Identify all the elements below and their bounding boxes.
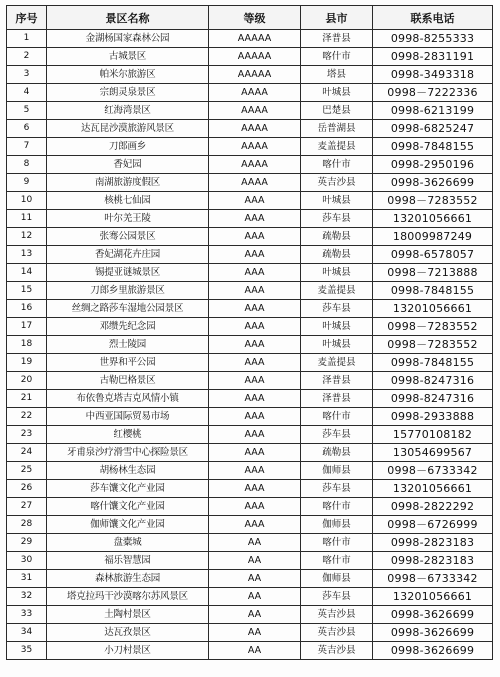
cell-phone: 13054699567	[373, 444, 493, 462]
cell-no: 10	[7, 192, 47, 210]
cell-level: AAA	[209, 390, 301, 408]
cell-phone: 0998-3626699	[373, 174, 493, 192]
cell-no: 30	[7, 552, 47, 570]
table-row	[7, 300, 493, 318]
cell-no: 12	[7, 228, 47, 246]
cell-no: 35	[7, 642, 47, 660]
cell-name: 牙甫泉沙疗滑雪中心探险景区	[47, 444, 209, 462]
cell-level: AAA	[209, 480, 301, 498]
header-no: 序号	[7, 6, 47, 30]
table-body	[7, 30, 493, 660]
cell-county: 英吉沙县	[301, 606, 373, 624]
cell-phone: 0998-2831191	[373, 48, 493, 66]
cell-no: 19	[7, 354, 47, 372]
cell-no: 22	[7, 408, 47, 426]
cell-level: AA	[209, 624, 301, 642]
cell-county: 伽师县	[301, 570, 373, 588]
cell-level: AAA	[209, 444, 301, 462]
cell-county: 伽师县	[301, 516, 373, 534]
cell-name: 张骞公园景区	[47, 228, 209, 246]
cell-name: 世界和平公园	[47, 354, 209, 372]
cell-level: AAA	[209, 408, 301, 426]
cell-no: 4	[7, 84, 47, 102]
table-row	[7, 282, 493, 300]
table-row	[7, 390, 493, 408]
header-level: 等级	[209, 6, 301, 30]
cell-name: 胡杨林生态园	[47, 462, 209, 480]
cell-phone: 0998-2950196	[373, 156, 493, 174]
cell-level: AAA	[209, 516, 301, 534]
cell-phone: 0998-8255333	[373, 30, 493, 48]
cell-county: 莎车县	[301, 588, 373, 606]
cell-county: 喀什市	[301, 534, 373, 552]
cell-county: 莎车县	[301, 210, 373, 228]
cell-no: 25	[7, 462, 47, 480]
cell-no: 31	[7, 570, 47, 588]
cell-county: 英吉沙县	[301, 624, 373, 642]
cell-phone: 13201056661	[373, 300, 493, 318]
cell-no: 24	[7, 444, 47, 462]
cell-level: AA	[209, 642, 301, 660]
cell-name: 南湖旅游度假区	[47, 174, 209, 192]
cell-no: 6	[7, 120, 47, 138]
cell-no: 14	[7, 264, 47, 282]
cell-county: 英吉沙县	[301, 642, 373, 660]
cell-phone: 0998－6733342	[373, 570, 493, 588]
cell-name: 刀郎乡里旅游景区	[47, 282, 209, 300]
table-row	[7, 228, 493, 246]
cell-phone: 0998-3626699	[373, 642, 493, 660]
table-row	[7, 102, 493, 120]
cell-name: 盘橐城	[47, 534, 209, 552]
table-row	[7, 642, 493, 660]
table-row	[7, 174, 493, 192]
cell-phone: 13201056661	[373, 210, 493, 228]
cell-name: 森林旅游生态园	[47, 570, 209, 588]
cell-county: 巴楚县	[301, 102, 373, 120]
cell-phone: 0998－7283552	[373, 318, 493, 336]
table-row	[7, 156, 493, 174]
cell-name: 宗朗灵泉景区	[47, 84, 209, 102]
cell-name: 土陶村景区	[47, 606, 209, 624]
cell-level: AAAA	[209, 102, 301, 120]
cell-phone: 0998-8247316	[373, 390, 493, 408]
cell-no: 16	[7, 300, 47, 318]
header-row	[7, 6, 493, 30]
header-county: 县市	[301, 6, 373, 30]
cell-name: 帕米尔旅游区	[47, 66, 209, 84]
cell-no: 1	[7, 30, 47, 48]
cell-county: 麦盖提县	[301, 354, 373, 372]
cell-name: 塔克拉玛干沙漠喀尔苏风景区	[47, 588, 209, 606]
cell-level: AAAA	[209, 84, 301, 102]
table-row	[7, 354, 493, 372]
cell-county: 泽普县	[301, 390, 373, 408]
table-row	[7, 84, 493, 102]
cell-no: 5	[7, 102, 47, 120]
table-row	[7, 552, 493, 570]
cell-county: 喀什市	[301, 498, 373, 516]
cell-county: 泽普县	[301, 30, 373, 48]
cell-phone: 0998-3626699	[373, 606, 493, 624]
cell-level: AAAAA	[209, 66, 301, 84]
cell-name: 金湖杨国家森林公园	[47, 30, 209, 48]
table-row	[7, 426, 493, 444]
cell-name: 伽师馕文化产业园	[47, 516, 209, 534]
cell-county: 疏勒县	[301, 444, 373, 462]
cell-level: AAAA	[209, 138, 301, 156]
cell-no: 20	[7, 372, 47, 390]
cell-name: 红樱桃	[47, 426, 209, 444]
cell-no: 28	[7, 516, 47, 534]
cell-level: AA	[209, 534, 301, 552]
cell-phone: 0998-7848155	[373, 138, 493, 156]
table-row	[7, 408, 493, 426]
cell-phone: 0998-3493318	[373, 66, 493, 84]
cell-name: 莎车馕文化产业园	[47, 480, 209, 498]
cell-name: 锡提亚谜城景区	[47, 264, 209, 282]
cell-county: 喀什市	[301, 552, 373, 570]
cell-phone: 0998－7222336	[373, 84, 493, 102]
cell-name: 红海湾景区	[47, 102, 209, 120]
cell-name: 香妃湖花卉庄园	[47, 246, 209, 264]
cell-no: 8	[7, 156, 47, 174]
cell-county: 莎车县	[301, 300, 373, 318]
cell-level: AAA	[209, 498, 301, 516]
cell-name: 邓缵先纪念园	[47, 318, 209, 336]
table-row	[7, 318, 493, 336]
cell-county: 叶城县	[301, 336, 373, 354]
cell-no: 33	[7, 606, 47, 624]
cell-level: AAA	[209, 264, 301, 282]
cell-name: 刀郎画乡	[47, 138, 209, 156]
cell-level: AA	[209, 606, 301, 624]
cell-no: 3	[7, 66, 47, 84]
cell-county: 疏勒县	[301, 228, 373, 246]
cell-no: 26	[7, 480, 47, 498]
cell-phone: 0998-6825247	[373, 120, 493, 138]
cell-phone: 0998-7848155	[373, 282, 493, 300]
cell-phone: 13201056661	[373, 480, 493, 498]
cell-no: 29	[7, 534, 47, 552]
cell-level: AAA	[209, 426, 301, 444]
cell-level: AAA	[209, 300, 301, 318]
cell-name: 烈士陵园	[47, 336, 209, 354]
cell-no: 21	[7, 390, 47, 408]
cell-level: AA	[209, 570, 301, 588]
table-row	[7, 588, 493, 606]
cell-phone: 18009987249	[373, 228, 493, 246]
table-row	[7, 372, 493, 390]
cell-level: AAAAA	[209, 48, 301, 66]
cell-name: 达瓦昆沙漠旅游风景区	[47, 120, 209, 138]
cell-name: 中西亚国际贸易市场	[47, 408, 209, 426]
cell-phone: 0998－7283552	[373, 192, 493, 210]
table-row	[7, 48, 493, 66]
cell-name: 古勒巴格景区	[47, 372, 209, 390]
cell-no: 13	[7, 246, 47, 264]
cell-county: 麦盖提县	[301, 282, 373, 300]
table-row	[7, 264, 493, 282]
table-row	[7, 336, 493, 354]
cell-no: 11	[7, 210, 47, 228]
cell-no: 32	[7, 588, 47, 606]
cell-phone: 0998-2822292	[373, 498, 493, 516]
cell-name: 喀什馕文化产业园	[47, 498, 209, 516]
table-row	[7, 30, 493, 48]
cell-level: AAA	[209, 210, 301, 228]
cell-level: AA	[209, 552, 301, 570]
header-phone: 联系电话	[373, 6, 493, 30]
cell-phone: 13201056661	[373, 588, 493, 606]
cell-phone: 0998-2823183	[373, 534, 493, 552]
cell-county: 岳普湖县	[301, 120, 373, 138]
cell-county: 塔县	[301, 66, 373, 84]
cell-no: 15	[7, 282, 47, 300]
cell-county: 叶城县	[301, 318, 373, 336]
table-header	[7, 6, 493, 30]
cell-level: AAA	[209, 192, 301, 210]
cell-name: 香妃园	[47, 156, 209, 174]
cell-county: 叶城县	[301, 84, 373, 102]
cell-name: 布依鲁克塔吉克风情小镇	[47, 390, 209, 408]
cell-phone: 0998-3626699	[373, 624, 493, 642]
table-row	[7, 192, 493, 210]
cell-no: 2	[7, 48, 47, 66]
cell-level: AAAA	[209, 156, 301, 174]
cell-county: 莎车县	[301, 426, 373, 444]
table-row	[7, 210, 493, 228]
cell-name: 达瓦孜景区	[47, 624, 209, 642]
cell-phone: 0998－7283552	[373, 336, 493, 354]
cell-level: AAAA	[209, 120, 301, 138]
cell-phone: 0998-2823183	[373, 552, 493, 570]
cell-level: AA	[209, 588, 301, 606]
cell-no: 7	[7, 138, 47, 156]
cell-phone: 0998-2933888	[373, 408, 493, 426]
table-row	[7, 570, 493, 588]
cell-county: 英吉沙县	[301, 174, 373, 192]
cell-level: AAA	[209, 246, 301, 264]
cell-no: 27	[7, 498, 47, 516]
cell-county: 喀什市	[301, 408, 373, 426]
table-row	[7, 246, 493, 264]
cell-phone: 0998-7848155	[373, 354, 493, 372]
cell-level: AAA	[209, 228, 301, 246]
cell-phone: 0998－7213888	[373, 264, 493, 282]
table-row	[7, 138, 493, 156]
cell-county: 疏勒县	[301, 246, 373, 264]
scenic-spots-table	[6, 5, 493, 660]
table-row	[7, 624, 493, 642]
cell-phone: 0998-8247316	[373, 372, 493, 390]
cell-no: 9	[7, 174, 47, 192]
table-row	[7, 606, 493, 624]
cell-name: 福乐智慧园	[47, 552, 209, 570]
cell-county: 喀什市	[301, 156, 373, 174]
cell-name: 丝绸之路莎车湿地公园景区	[47, 300, 209, 318]
cell-level: AAAA	[209, 174, 301, 192]
cell-level: AAA	[209, 282, 301, 300]
cell-level: AAA	[209, 462, 301, 480]
cell-phone: 0998－6726999	[373, 516, 493, 534]
cell-phone: 0998-6578057	[373, 246, 493, 264]
cell-county: 泽普县	[301, 372, 373, 390]
table-row	[7, 498, 493, 516]
cell-phone: 15770108182	[373, 426, 493, 444]
table-row	[7, 444, 493, 462]
header-name: 景区名称	[47, 6, 209, 30]
cell-county: 伽师县	[301, 462, 373, 480]
table-row	[7, 66, 493, 84]
cell-level: AAA	[209, 318, 301, 336]
cell-name: 叶尔羌王陵	[47, 210, 209, 228]
cell-no: 18	[7, 336, 47, 354]
cell-county: 麦盖提县	[301, 138, 373, 156]
table-row	[7, 462, 493, 480]
cell-name: 核桃七仙园	[47, 192, 209, 210]
cell-no: 34	[7, 624, 47, 642]
cell-name: 小刀村景区	[47, 642, 209, 660]
table-row	[7, 516, 493, 534]
cell-level: AAA	[209, 336, 301, 354]
table-row	[7, 534, 493, 552]
cell-name: 古城景区	[47, 48, 209, 66]
cell-phone: 0998－6733342	[373, 462, 493, 480]
table-row	[7, 480, 493, 498]
cell-county: 喀什市	[301, 48, 373, 66]
cell-county: 莎车县	[301, 480, 373, 498]
cell-phone: 0998-6213199	[373, 102, 493, 120]
cell-no: 23	[7, 426, 47, 444]
cell-county: 叶城县	[301, 264, 373, 282]
cell-county: 叶城县	[301, 192, 373, 210]
cell-no: 17	[7, 318, 47, 336]
table-row	[7, 120, 493, 138]
cell-level: AAA	[209, 372, 301, 390]
cell-level: AAAAA	[209, 30, 301, 48]
cell-level: AAA	[209, 354, 301, 372]
